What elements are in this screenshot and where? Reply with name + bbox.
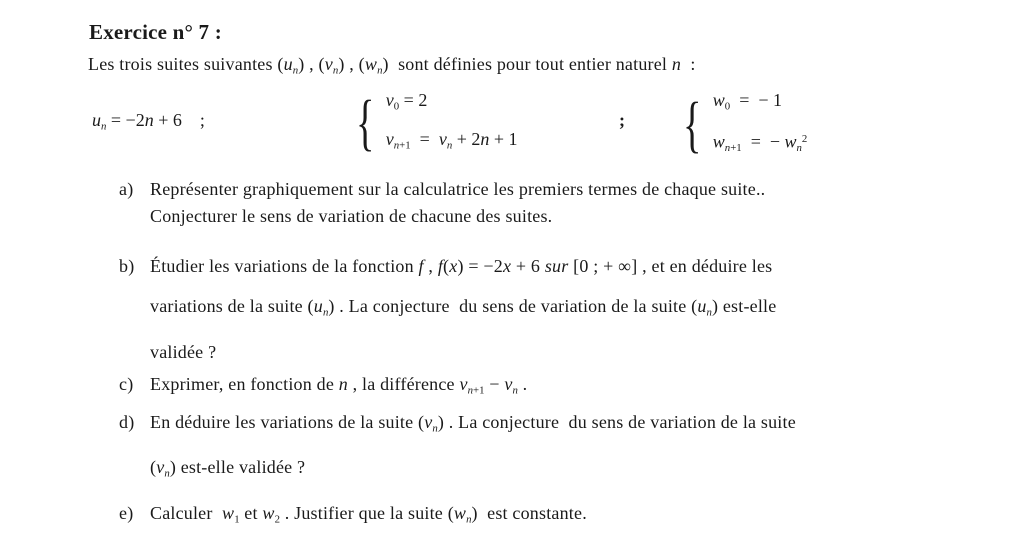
w-recurrence-relation: $w_{n+1}$ = − $w_n^2$ — [712, 131, 808, 155]
question-item-d — [119, 403, 969, 494]
u-sequence-formula: $u_n = -2n + 6$ ; — [92, 110, 205, 133]
left-brace: { — [356, 89, 375, 158]
question-item-c — [119, 370, 979, 404]
v-initial-term: $v_0 = 2$ — [385, 90, 428, 113]
w-sequence-system — [683, 84, 807, 165]
question-a-line-2: Conjecturer le sens de variation de chacune des suites. — [150, 206, 553, 226]
v-sequence-system — [356, 84, 518, 163]
intro-line: Les trois suites suivantes $(u_n)$ , $(v_n)$ , $(w_n)$ sont définies pour tout entier naturel n : — [88, 54, 696, 77]
question-item-e — [119, 499, 979, 533]
v-recurrence-relation: $v_{n+1} = v_n + 2n + 1$ — [385, 129, 518, 152]
left-brace: { — [683, 90, 702, 159]
question-label-b: b) — [119, 256, 135, 276]
exercise-title: Exercice n° 7 : — [89, 20, 222, 44]
question-label-d: d) — [119, 412, 135, 432]
w-initial-term: $w_0$ = − 1 — [712, 90, 782, 113]
w-system-lines — [713, 84, 808, 165]
question-a-line-1: Représenter graphiquement sur la calculatrice les premiers termes de chaque suite.. — [150, 179, 766, 199]
question-label-e: e) — [119, 503, 134, 523]
question-b-line-1: Étudier les variations de la fonction f , f(x) = −2x + 6 sur [0 ; + ∞] , et en déduire les — [150, 256, 773, 276]
question-e-line-1: Calculer $w_1$ et $w_2$ . Justifier que la suite $(w_n)$ est constante. — [150, 503, 587, 526]
question-text-c — [150, 370, 979, 404]
question-item-b — [119, 246, 964, 372]
sequence-definitions — [0, 84, 1024, 164]
question-text-b — [150, 246, 964, 372]
question-label-a: a) — [119, 179, 134, 199]
question-d-line-2: $(v_n)$ est-elle validée ? — [150, 457, 306, 480]
question-label-c: c) — [119, 374, 134, 394]
question-text-a — [150, 176, 979, 230]
question-d-line-1: En déduire les variations de la suite $(v_n)$ . La conjecture du sens de variation de la suite — [150, 412, 796, 435]
question-text-d — [150, 403, 969, 494]
definitions-separator: ; — [619, 110, 625, 130]
question-c-line-1: Exprimer, en fonction de n , la différence $v_{n+1} - v_n$ . — [150, 374, 528, 397]
question-item-a — [119, 176, 979, 230]
v-system-lines — [386, 84, 518, 163]
question-b-line-3: validée ? — [150, 342, 217, 363]
question-text-e — [150, 499, 979, 533]
question-b-line-2: variations de la suite $(u_n)$ . La conjecture du sens de variation de la suite $(u_n)$ est-elle — [150, 296, 777, 319]
